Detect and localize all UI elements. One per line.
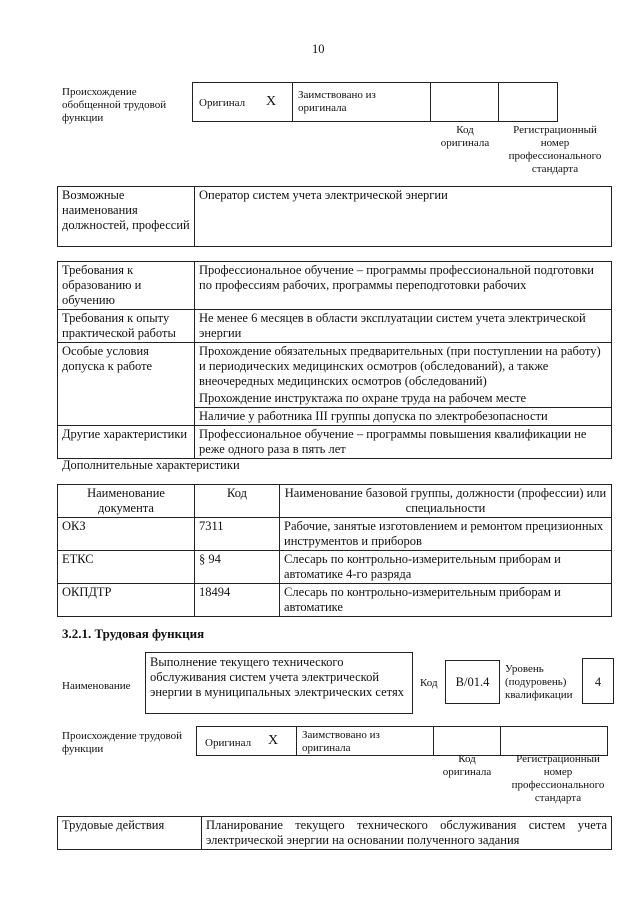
origin2-borrowed: Заимствовано из оригинала <box>302 729 380 754</box>
cell: ОКПДТР <box>58 584 195 617</box>
origin2-mark: X <box>268 733 279 748</box>
additional-table <box>57 484 612 617</box>
level-value: 4 <box>594 675 602 689</box>
name-value: Выполнение текущего технического обслуживания систем учета электрической энергии в муниципальных электрических сетях <box>150 655 404 699</box>
req-value: Прохождение инструктажа по охране труда на рабочем месте <box>195 390 612 408</box>
cell: Слесарь по контрольно-измерительным приборам и автоматике 4-го разряда <box>280 551 612 584</box>
section-heading: 3.2.1. Трудовая функция <box>62 626 205 641</box>
req-value: Профессиональное обучение – программы повышения квалификации не реже одного раза в пять лет <box>195 426 612 459</box>
req-value: Профессиональное обучение – программы профессиональной подготовки по профессиям рабочих, программы переподготовки рабочих <box>195 262 612 310</box>
requirements-table <box>57 261 612 459</box>
reg-caption-2: Регистрационный номер профессионального стандарта <box>511 753 605 804</box>
cell: ЕТКС <box>58 551 195 584</box>
code-label: Код <box>420 677 438 689</box>
origin2-label: Происхождение трудовой функции <box>62 730 183 755</box>
positions-value: Оператор систем учета электрической энергии <box>195 187 612 247</box>
origin-label: Происхождение обобщенной трудовой функции <box>62 86 167 124</box>
code-value: B/01.4 <box>455 675 490 689</box>
req-label: Другие характеристики <box>58 426 195 459</box>
cell: 7311 <box>195 518 280 551</box>
actions-table <box>57 816 612 850</box>
req-label: Особые условия допуска к работе <box>58 343 195 426</box>
origin-original: Оригинал <box>199 97 246 109</box>
origin-borrowed: Заимствовано из оригинала <box>298 89 376 114</box>
page-number: 10 <box>312 42 325 56</box>
positions-table <box>57 186 612 247</box>
req-value: Наличие у работника III группы допуска по электробезопасности <box>195 408 612 426</box>
cell: 18494 <box>195 584 280 617</box>
origin2-original: Оригинал <box>205 737 252 749</box>
col-header: Код <box>195 485 280 518</box>
cell: § 94 <box>195 551 280 584</box>
actions-value: Планирование текущего технического обслуживания систем учета электрической энергии на основании полученного задания <box>202 817 612 850</box>
actions-label: Трудовые действия <box>58 817 202 850</box>
req-label: Требования к опыту практической работы <box>58 310 195 343</box>
cell: Слесарь по контрольно-измерительным приборам и автоматике <box>280 584 612 617</box>
req-value: Не менее 6 месяцев в области эксплуатации систем учета электрической энергии <box>195 310 612 343</box>
cell: ОКЗ <box>58 518 195 551</box>
code-caption-2: Код оригинала <box>442 753 492 778</box>
col-header: Наименование базовой группы, должности (профессии) или специальности <box>280 485 612 518</box>
origin-mark: X <box>266 94 277 109</box>
req-label: Требования к образованию и обучению <box>58 262 195 310</box>
cell: Рабочие, занятые изготовлением и ремонтом прецизионных инструментов и приборов <box>280 518 612 551</box>
level-label: Уровень (подуровень) квалификации <box>505 663 573 701</box>
req-value: Прохождение обязательных предварительных (при поступлении на работу) и периодических медицинских осмотров (обследований), а также внеочередных медицинских осмотров (обследований) <box>195 343 612 391</box>
positions-label: Возможные наименования должностей, профессий <box>58 187 195 247</box>
additional-title: Дополнительные характеристики <box>62 458 240 472</box>
name-label: Наименование <box>62 680 131 692</box>
reg-caption: Регистрационный номер профессионального стандарта <box>508 124 602 175</box>
code-caption: Код оригинала <box>440 124 490 149</box>
col-header: Наименование документа <box>58 485 195 518</box>
